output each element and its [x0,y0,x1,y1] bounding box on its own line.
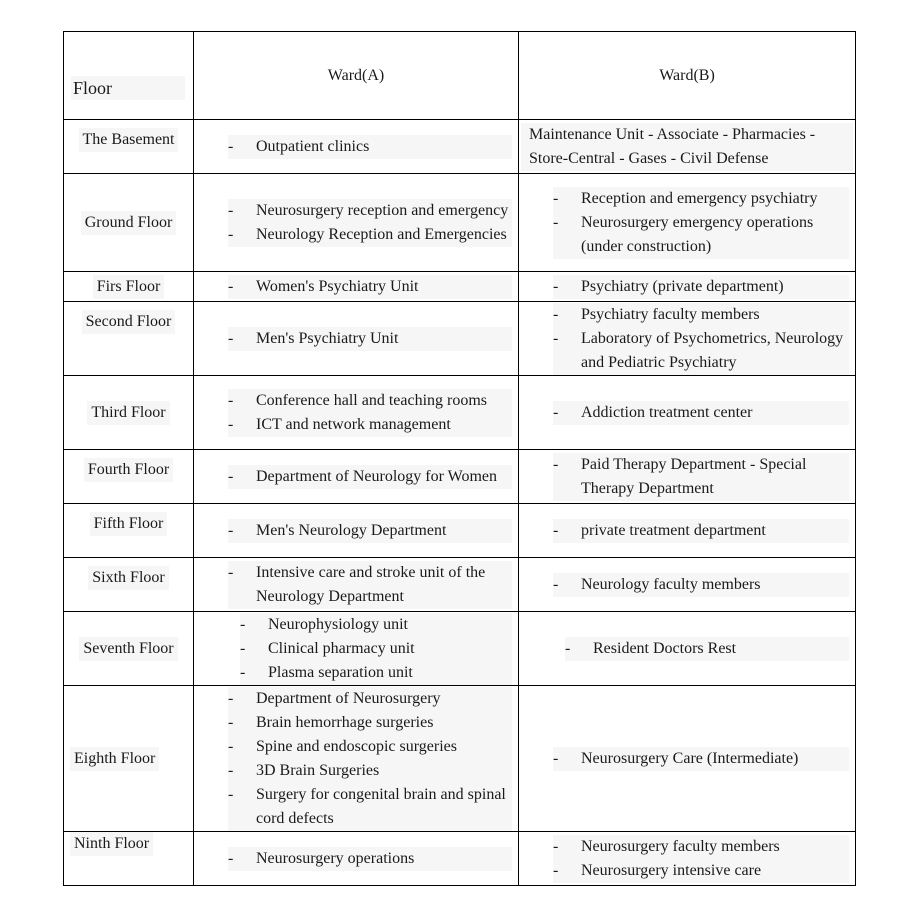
list-item: - ICT and network management [228,413,512,437]
list-item: - Clinical pharmacy unit [240,637,512,661]
list-item: - Neurology Reception and Emergencies [228,223,512,247]
table-row [64,450,856,504]
floor-cell [64,504,194,558]
table-row [64,272,856,302]
ward-b-cell [519,272,856,302]
list-item: - Neurosurgery intensive care [553,859,849,883]
ward-a-cell [194,272,519,302]
table-row [64,686,856,832]
ward-b-cell [519,120,856,174]
floor-label: Ninth Floor [70,832,153,856]
ward-a-cell [194,832,519,886]
floor-cell [64,376,194,450]
floor-cell [64,612,194,686]
ward-b-cell [519,832,856,886]
header-floor-label: Floor [71,76,185,100]
list-item: - Intensive care and stroke unit of the Neurology Department [228,561,512,609]
list-item: - Spine and endoscopic surgeries [228,735,512,759]
ward-b-cell [519,612,856,686]
floor-label: The Basement [79,128,179,152]
list-item: - Neurosurgery Care (Intermediate) [553,747,849,771]
floor-label: Fifth Floor [90,512,168,536]
header-ward-b: Ward(B) [519,32,856,120]
list-item: - private treatment department [553,519,849,543]
floor-label: Eighth Floor [70,747,159,771]
floor-label: Fourth Floor [84,458,173,482]
list-item: - Laboratory of Psychometrics, Neurology and Pediatric Psychiatry [553,327,849,375]
floor-cell [64,120,194,174]
ward-b-cell [519,686,856,832]
floor-cell [64,450,194,504]
header-floor [64,32,194,120]
list-item: - Department of Neurology for Women [228,465,512,489]
ward-a-cell [194,612,519,686]
floor-cell [64,174,194,272]
ward-b-cell [519,558,856,612]
table-row [64,558,856,612]
floor-cell [64,302,194,376]
floor-label: Ground Floor [81,211,177,235]
ward-a-cell [194,450,519,504]
ward-a-cell [194,302,519,376]
floor-cell [64,272,194,302]
list-item: - Department of Neurosurgery [228,687,512,711]
floor-cell [64,686,194,832]
list-item: - Women's Psychiatry Unit [228,275,512,299]
floor-label: Sixth Floor [88,566,168,590]
list-item: - Men's Psychiatry Unit [228,327,512,351]
ward-a-cell [194,120,519,174]
table-row [64,504,856,558]
ward-a-cell [194,504,519,558]
ward-a-cell [194,174,519,272]
list-item: - Addiction treatment center [553,401,849,425]
ward-a-cell [194,558,519,612]
table-row [64,302,856,376]
list-item: - Men's Neurology Department [228,519,512,543]
list-item: - Surgery for congenital brain and spinal cord defects [228,783,512,831]
table-row [64,120,856,174]
floor-label: Firs Floor [93,275,165,299]
floor-label: Third Floor [87,401,169,425]
ward-b-cell [519,376,856,450]
list-item: - Neurosurgery operations [228,847,512,871]
floor-directory-table [63,31,856,886]
list-item: - Neurosurgery emergency operations (under construction) [553,211,849,259]
list-item: - Psychiatry (private department) [553,275,849,299]
list-item: - 3D Brain Surgeries [228,759,512,783]
floor-label: Second Floor [82,310,176,334]
list-item: - Neurophysiology unit [240,613,512,637]
ward-b-cell [519,174,856,272]
floor-cell [64,558,194,612]
list-item: - Resident Doctors Rest [565,637,849,661]
floor-label: Seventh Floor [79,637,177,661]
ward-b-cell [519,302,856,376]
header-ward-a: Ward(A) [194,32,519,120]
ward-b-cell [519,450,856,504]
ward-a-cell [194,376,519,450]
list-item: - Plasma separation unit [240,661,512,685]
list-item: - Psychiatry faculty members [553,303,849,327]
list-item: - Paid Therapy Department - Special Therapy Department [553,453,849,501]
list-item: - Neurosurgery reception and emergency [228,199,512,223]
list-item: - Neurosurgery faculty members [553,835,849,859]
table-row [64,832,856,886]
list-item: - Conference hall and teaching rooms [228,389,512,413]
header-row [64,32,856,120]
ward-a-cell [194,686,519,832]
list-item: - Reception and emergency psychiatry [553,187,849,211]
table-row [64,612,856,686]
list-item: - Brain hemorrhage surgeries [228,711,512,735]
floor-cell [64,832,194,886]
table-row [64,376,856,450]
ward-b-text: Maintenance Unit - Associate - Pharmacies -Store-Central - Gases - Civil Defense [521,123,853,171]
ward-b-cell [519,504,856,558]
list-item: - Outpatient clinics [228,135,512,159]
table-row [64,174,856,272]
list-item: - Neurology faculty members [553,573,849,597]
